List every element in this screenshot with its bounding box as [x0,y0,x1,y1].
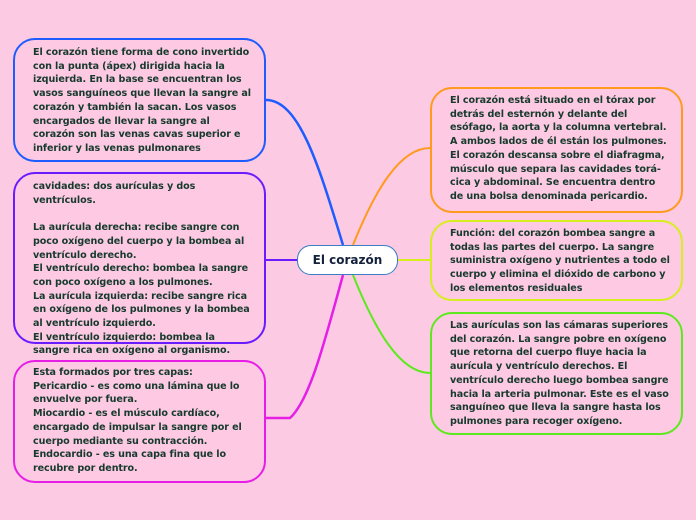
node-forma[interactable] [13,38,266,162]
node-capas-text: Esta formados por tres capas: Pericardio - es como una lámina que lo envuelve por fuera. Miocardio - es el músculo cardíaco, encargado de impulsar la sangre por el cuerpo mediante su contracción. Endocardio - es una capa fina que lo recubre por dentro. [33,367,242,474]
node-ubicacion[interactable] [430,87,683,213]
link-auriculas [353,275,430,373]
node-funcion[interactable] [430,220,683,301]
central-topic[interactable] [297,245,398,275]
central-topic-label: El corazón [312,253,383,267]
node-capas[interactable] [13,360,266,483]
node-forma-text: El corazón tiene forma de cono invertido con la punta (ápex) dirigida hacia la izquierda. En la base se encuentran los vasos sanguíneos que llevan la sangre al corazón y también la sacan. Los vasos encargados de llevar la sangre al corazón son las venas cavas superior e inferior y las venas pulmonares [33,47,251,154]
node-funcion-text: Función: del corazón bombea sangre a todas las partes del cuerpo. La sangre suministra oxígeno y nutrientes a todo el cuerpo y elimina el dióxido de carbono y los elementos residuales [450,228,670,294]
node-cavidades-text: cavidades: dos aurículas y dos ventrículos. La aurícula derecha: recibe sangre con poco oxígeno del cuerpo y la bombea al ventrículo derecho. El ventrículo derecho: bombea la sangre con poco oxígeno a los pulmones. La aurícula izquierda: recibe sangre rica en oxígeno de los pulmones y la bombea al ventrículo izquierdo. El ventrículo izquierdo: bombea la sangre rica en oxígeno al organismo. [33,181,250,357]
link-forma [266,100,343,245]
node-auriculas[interactable] [430,312,683,435]
node-auriculas-text: Las aurículas son las cámaras superiores del corazón. La sangre pobre en oxígeno que retorna del cuerpo fluye hacia la aurícula y ventrículo derechos. El ventrículo derecho luego bombea sangre hacia la arteria pulmonar. Este es el vaso sanguíneo que lleva la sangre hasta los pulmones para recoger oxígeno. [450,320,669,427]
link-ubicacion [353,148,430,245]
node-ubicacion-text: El corazón está situado en el tórax por detrás del esternón y delante del esófago, la aorta y la columna vertebral. A ambos lados de él están los pulmones. El corazón descansa sobre el diafragma, músculo que separa las cavidades torá- cica y abdominal. Se encuentra dentro de una bolsa denominada pericardio. [450,95,667,202]
link-capas [266,275,343,418]
node-cavidades[interactable] [13,172,266,357]
